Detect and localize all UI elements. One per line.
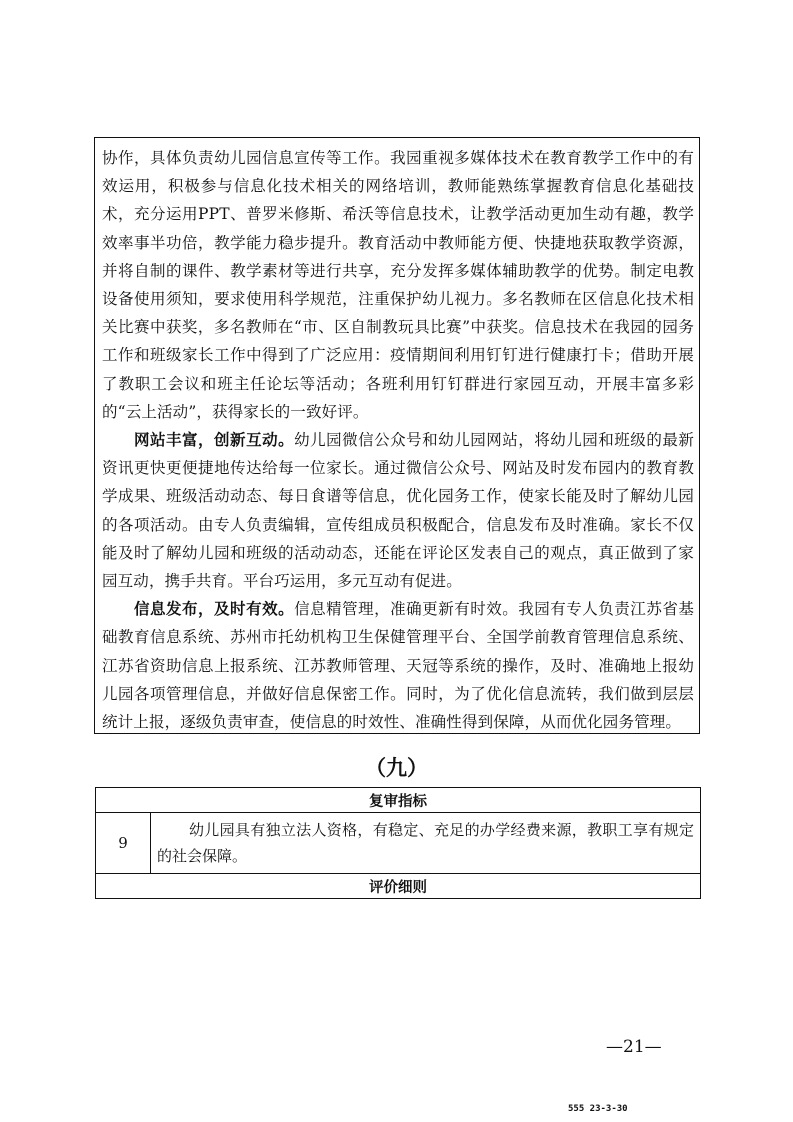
paragraph-2-body: 幼儿园微信公众号和幼儿园网站，将幼儿园和班级的最新资讯更快更便捷地传达给每一位家长。通过微信公众号、网站及时发布园内的教育教学成果、班级活动动态、每日食谱等信息，优化园务工作，使家长能及时了解幼儿园的各项活动。由专人负责编辑，宣传组成员积极配合，信息发布及时准确。家长不仅能及时了解幼儿园和班级的活动动态，还能在评论区发表自己的观点，真正做到了家园互动，携手共育。平台巧运用，多元互动有促进。 [102,431,694,591]
text-box [94,137,700,734]
page-number: —21— [606,1037,662,1057]
paragraph-2 [102,426,694,595]
paragraph-2-heading: 网站丰富，创新互动。 [134,430,295,450]
table-row [96,788,701,813]
paragraph-3-heading: 信息发布，及时有效。 [134,599,295,619]
paragraph-3 [102,595,694,736]
row-text-cell [151,813,701,874]
header-evaluation-details: 评价细则 [96,874,701,899]
review-table [95,787,701,899]
paragraph-3-body: 信息精管理，准确更新有时效。我园有专人负责江苏省基础教育信息系统、苏州市托幼机构卫生保健管理平台、全国学前教育管理信息系统、江苏省资助信息上报系统、江苏教师管理、天冠等系统的操作，及时、准确地上报幼儿园各项管理信息，并做好信息保密工作。同时，为了优化信息流转，我们做到层层统计上报，逐级负责审查，使信息的时效性、准确性得到保障，从而优化园务管理。 [102,600,694,732]
print-stamp: 555 23-3-30 [568,1104,628,1114]
section-title: （九） [365,755,428,780]
table-row [96,874,701,899]
row-number: 9 [96,813,151,874]
paragraph-1: 协作，具体负责幼儿园信息宣传等工作。我园重视多媒体技术在教育教学工作中的有效运用，积极参与信息化技术相关的网络培训，教师能熟练掌握教育信息化基础技术，充分运用PPT、普罗米修斯、希沃等信息技术，让教学活动更加生动有趣，教学效率事半功倍，教学能力稳步提升。教育活动中教师能方便、快捷地获取教学资源，并将自制的课件、教学素材等进行共享，充分发挥多媒体辅助教学的优势。制定电教设备使用须知，要求使用科学规范，注重保护幼儿视力。多名教师在区信息化技术相关比赛中获奖，多名教师在“市、区自制教玩具比赛”中获奖。信息技术在我园的园务工作和班级家长工作中得到了广泛应用：疫情期间利用钉钉进行健康打卡；借助开展了教职工会议和班主任论坛等活动；各班利用钉钉群进行家园互动，开展丰富多彩的“云上活动”，获得家长的一致好评。 [102,149,694,421]
header-review-indicator: 复审指标 [96,788,701,813]
row-text: 幼儿园具有独立法人资格，有稳定、充足的办学经费来源，教职工享有规定的社会保障。 [157,821,694,865]
table-row [96,813,701,874]
